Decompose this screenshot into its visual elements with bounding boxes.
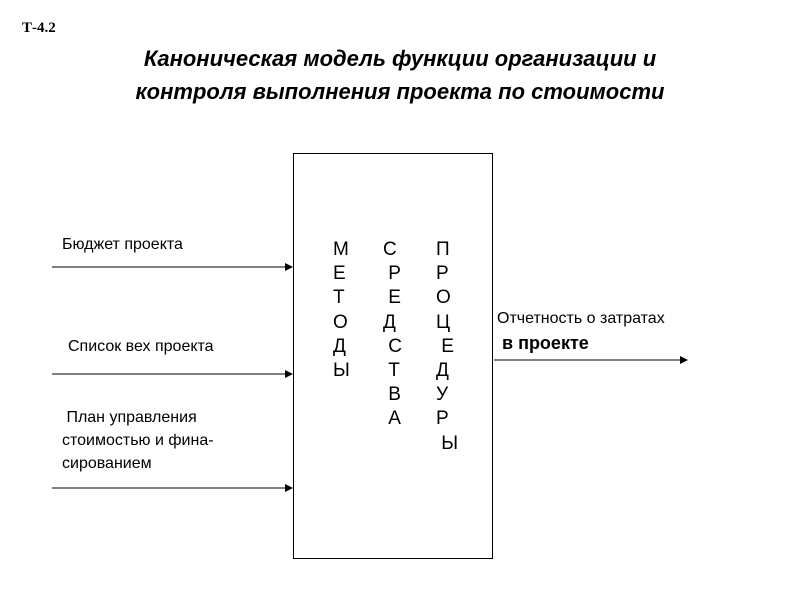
column-letter: Т — [383, 360, 400, 382]
column-letter: О — [333, 311, 348, 333]
column-letter: Т — [333, 287, 345, 309]
output-label-line-1: Отчетность о затратах — [497, 310, 665, 327]
input-label-line: стоимостью и фина- — [62, 432, 214, 449]
input-label-line: План управления — [62, 409, 197, 426]
column-letter: М — [333, 239, 349, 260]
column-letter: Е — [383, 287, 401, 309]
input-label-milestones: Список вех проекта — [68, 338, 214, 355]
title-line-2: контроля выполнения проекта по стоимости — [135, 79, 665, 104]
column-letter: Д — [333, 335, 346, 357]
column-letter: В — [383, 384, 401, 406]
column-letter: С — [383, 239, 397, 260]
column-letter: Ы — [333, 360, 350, 382]
column-letter: Д — [383, 311, 396, 333]
column-letter: Е — [436, 335, 454, 357]
column-letter: А — [383, 408, 401, 430]
column-letter: Ц — [436, 311, 451, 333]
column-letter: Р — [436, 263, 449, 285]
title-line-1: Каноническая модель функции организации и — [143, 46, 657, 71]
input-label-budget: Бюджет проекта — [62, 236, 183, 253]
column-letter: Ы — [436, 432, 459, 454]
column-letter: О — [436, 287, 451, 309]
input-label-line: сированием — [62, 455, 152, 472]
column-letter: Р — [436, 408, 449, 430]
column-letter: С — [383, 335, 402, 357]
slide-code: Т-4.2 — [22, 20, 56, 36]
column-letter: П — [436, 239, 450, 260]
column-letter: Е — [333, 263, 346, 285]
column-letter: Д — [436, 360, 449, 382]
output-label-line-2: в проекте — [497, 333, 589, 353]
column-letter: Р — [383, 263, 401, 285]
column-letter: У — [436, 384, 449, 406]
